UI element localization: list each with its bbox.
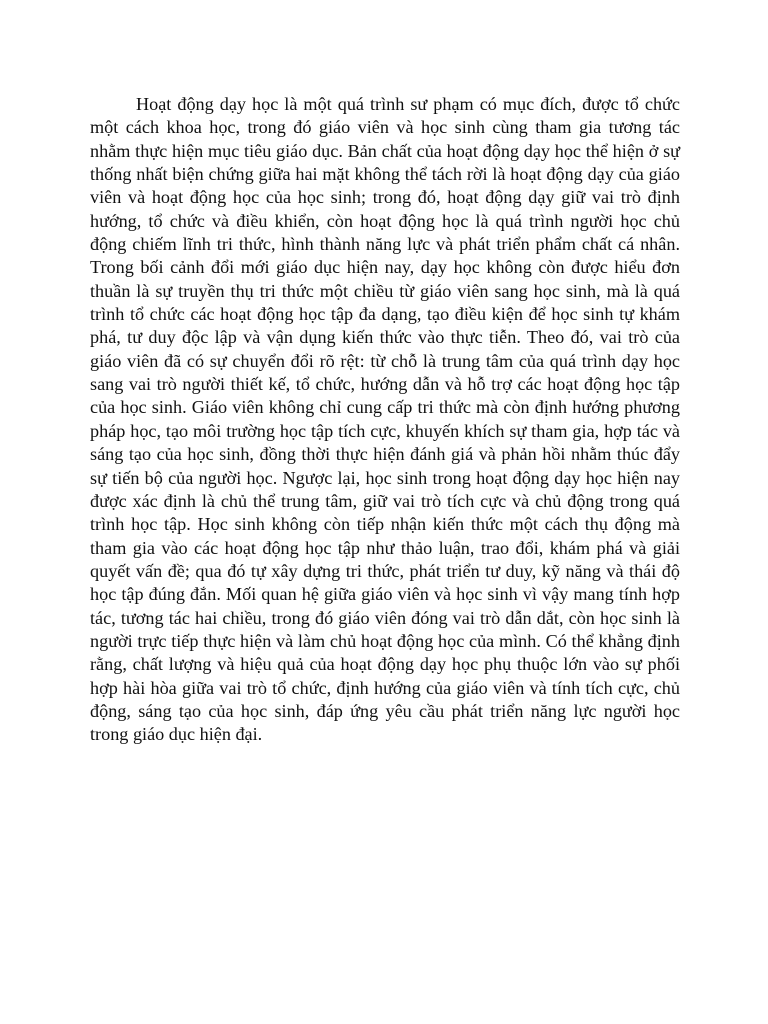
body-paragraph: Hoạt động dạy học là một quá trình sư phạm có mục đích, được tổ chức một cách khoa học, trong đó giáo viên và học sinh cùng tham gia tương tác nhằm thực hiện mục tiêu giáo dục. Bản chất của hoạt động dạy học thể hiện ở sự thống nhất biện chứng giữa hai mặt không thể tách rời là hoạt động dạy của giáo viên và hoạt động học của học sinh; trong đó, hoạt động dạy giữ vai trò định hướng, tổ chức và điều khiển, còn hoạt động học là quá trình người học chủ động chiếm lĩnh tri thức, hình thành năng lực và phát triển phẩm chất cá nhân. Trong bối cảnh đổi mới giáo dục hiện nay, dạy học không còn được hiểu đơn thuần là sự truyền thụ tri thức một chiều từ giáo viên sang học sinh, mà là quá trình tổ chức các hoạt động học tập đa dạng, tạo điều kiện để học sinh tự khám phá, tư duy độc lập và vận dụng kiến thức vào thực tiễn. Theo đó, vai trò của giáo viên đã có sự chuyển đổi rõ rệt: từ chỗ là trung tâm của quá trình dạy học sang vai trò người thiết kế, tổ chức, hướng dẫn và hỗ trợ các hoạt động học tập của học sinh. Giáo viên không chỉ cung cấp tri thức mà còn định hướng phương pháp học, tạo môi trường học tập tích cực, khuyến khích sự tham gia, hợp tác và sáng tạo của học sinh, đồng thời thực hiện đánh giá và phản hồi nhằm thúc đẩy sự tiến bộ của người học. Ngược lại, học sinh trong hoạt động dạy học hiện nay được xác định là chủ thể trung tâm, giữ vai trò tích cực và chủ động trong quá trình học tập. Học sinh không còn tiếp nhận kiến thức một cách thụ động mà tham gia vào các hoạt động học tập như thảo luận, trao đổi, khám phá và giải quyết vấn đề; qua đó tự xây dựng tri thức, phát triển tư duy, kỹ năng và thái độ học tập đúng đắn. Mối quan hệ giữa giáo viên và học sinh vì vậy mang tính hợp tác, tương tác hai chiều, trong đó giáo viên đóng vai trò dẫn dắt, còn học sinh là người trực tiếp thực hiện và làm chủ hoạt động học của mình. Có thể khẳng định rằng, chất lượng và hiệu quả của hoạt động dạy học phụ thuộc lớn vào sự phối hợp hài hòa giữa vai trò tổ chức, định hướng của giáo viên và tính tích cực, chủ động, sáng tạo của học sinh, đáp ứng yêu cầu phát triển năng lực người học trong giáo dục hiện đại. [90,94,680,745]
